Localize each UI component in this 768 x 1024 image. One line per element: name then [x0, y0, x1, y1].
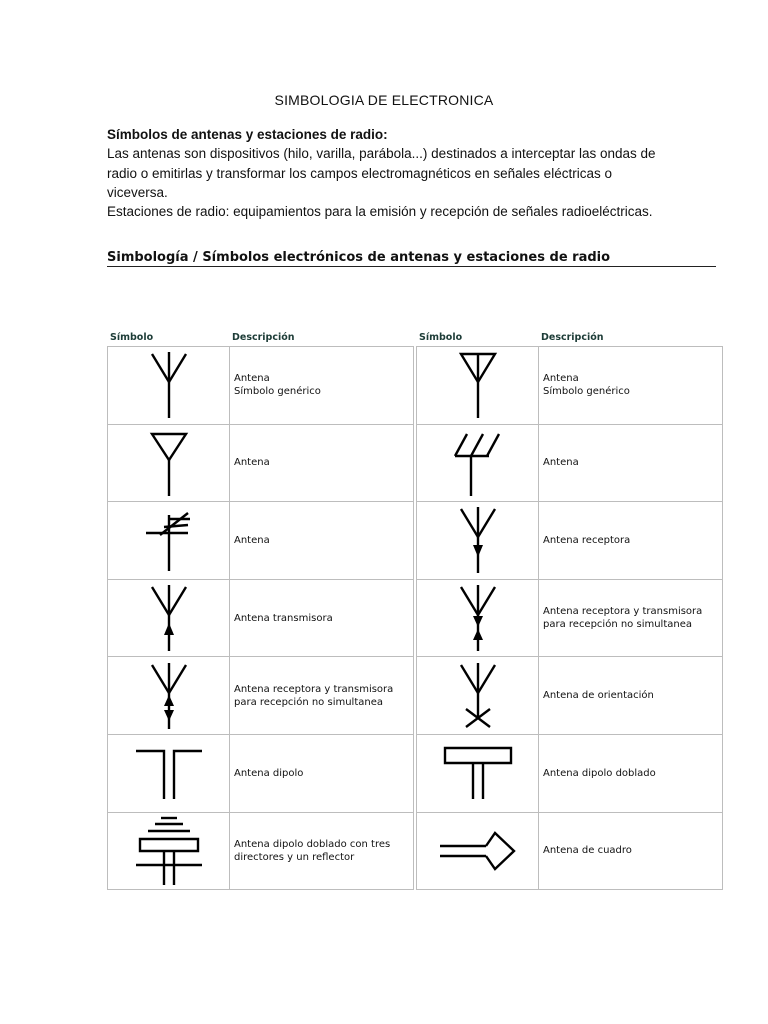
description-cell: Antena dipolo	[230, 734, 414, 812]
table-row	[108, 502, 414, 580]
table-row	[417, 657, 723, 735]
symbol-cell	[417, 424, 539, 502]
table-row	[108, 812, 414, 890]
intro-text	[107, 125, 667, 221]
column-header-symbol: Símbolo	[110, 332, 154, 343]
column-header-description: Descripción	[541, 332, 604, 343]
antenna-generic-triangle-icon	[458, 350, 498, 420]
antenna-folded-dipole-icon	[443, 745, 513, 801]
intro-paragraph-stations: Estaciones de radio: equipamientos para la emisión y recepción de señales radioeléctricas.	[107, 204, 653, 220]
table-row	[417, 812, 723, 890]
description-cell: Antena de orientación	[539, 657, 723, 735]
table-row	[417, 734, 723, 812]
antenna-crossed-icon	[144, 505, 194, 575]
description-cell: Antena receptora y transmisora para recepción no simultanea	[539, 579, 723, 657]
antenna-generic-icon	[149, 350, 189, 420]
symbol-cell	[108, 347, 230, 425]
description-cell: Antena receptora	[539, 502, 723, 580]
symbol-cell	[108, 424, 230, 502]
table-row	[417, 502, 723, 580]
symbol-table-right	[416, 330, 723, 890]
description-cell: Antena transmisora	[230, 579, 414, 657]
table-row	[108, 734, 414, 812]
description-cell: Antena	[230, 424, 414, 502]
description-cell: Antena dipolo doblado con tres directores y un reflector	[230, 812, 414, 890]
table-row	[108, 579, 414, 657]
column-header-symbol: Símbolo	[419, 332, 463, 343]
column-header-description: Descripción	[232, 332, 295, 343]
antenna-slanted-icon	[453, 428, 503, 498]
symbol-table-left	[107, 330, 414, 890]
table-row	[108, 424, 414, 502]
table-header	[416, 330, 723, 346]
symbol-cell	[108, 502, 230, 580]
symbol-cell	[417, 657, 539, 735]
antenna-loop-icon	[438, 826, 518, 876]
table-header	[107, 330, 414, 346]
description-cell: Antena	[539, 424, 723, 502]
symbol-cell	[108, 579, 230, 657]
description-cell: Antena de cuadro	[539, 812, 723, 890]
antenna-receiver-transmitter-icon	[458, 583, 498, 653]
description-cell: Antena Símbolo genérico	[539, 347, 723, 425]
symbol-cell	[417, 347, 539, 425]
section-title: Simbología / Símbolos electrónicos de antenas y estaciones de radio	[107, 250, 716, 267]
antenna-transceiver-icon	[149, 661, 189, 731]
table-row	[108, 657, 414, 735]
table-row	[417, 424, 723, 502]
table-row	[417, 579, 723, 657]
description-cell: Antena receptora y transmisora para recepción no simultanea	[230, 657, 414, 735]
symbol-cell	[417, 812, 539, 890]
symbol-cell	[417, 734, 539, 812]
symbol-cell	[108, 812, 230, 890]
table-row	[417, 347, 723, 425]
page-title: SIMBOLOGIA DE ELECTRONICA	[274, 92, 494, 108]
antenna-dipole-icon	[134, 745, 204, 801]
description-cell: Antena Símbolo genérico	[230, 347, 414, 425]
symbol-cell	[417, 579, 539, 657]
description-cell: Antena dipolo doblado	[539, 734, 723, 812]
antenna-folded-dipole-directors-icon	[134, 815, 204, 887]
intro-paragraph-antennas: Las antenas son dispositivos (hilo, varilla, parábola...) destinados a interceptar las ondas de radio o emitirlas y transformar los campos electromagnéticos en señales eléctricas o viceversa.	[107, 146, 656, 200]
antenna-transmitter-icon	[149, 583, 189, 653]
symbol-cell	[108, 657, 230, 735]
symbol-cell	[108, 734, 230, 812]
antenna-orientation-icon	[458, 661, 498, 731]
symbol-cell	[417, 502, 539, 580]
antenna-receiver-icon	[458, 505, 498, 575]
description-cell: Antena	[230, 502, 414, 580]
intro-heading: Símbolos de antenas y estaciones de radio:	[107, 127, 388, 142]
antenna-triangle-icon	[149, 428, 189, 498]
table-row	[108, 347, 414, 425]
